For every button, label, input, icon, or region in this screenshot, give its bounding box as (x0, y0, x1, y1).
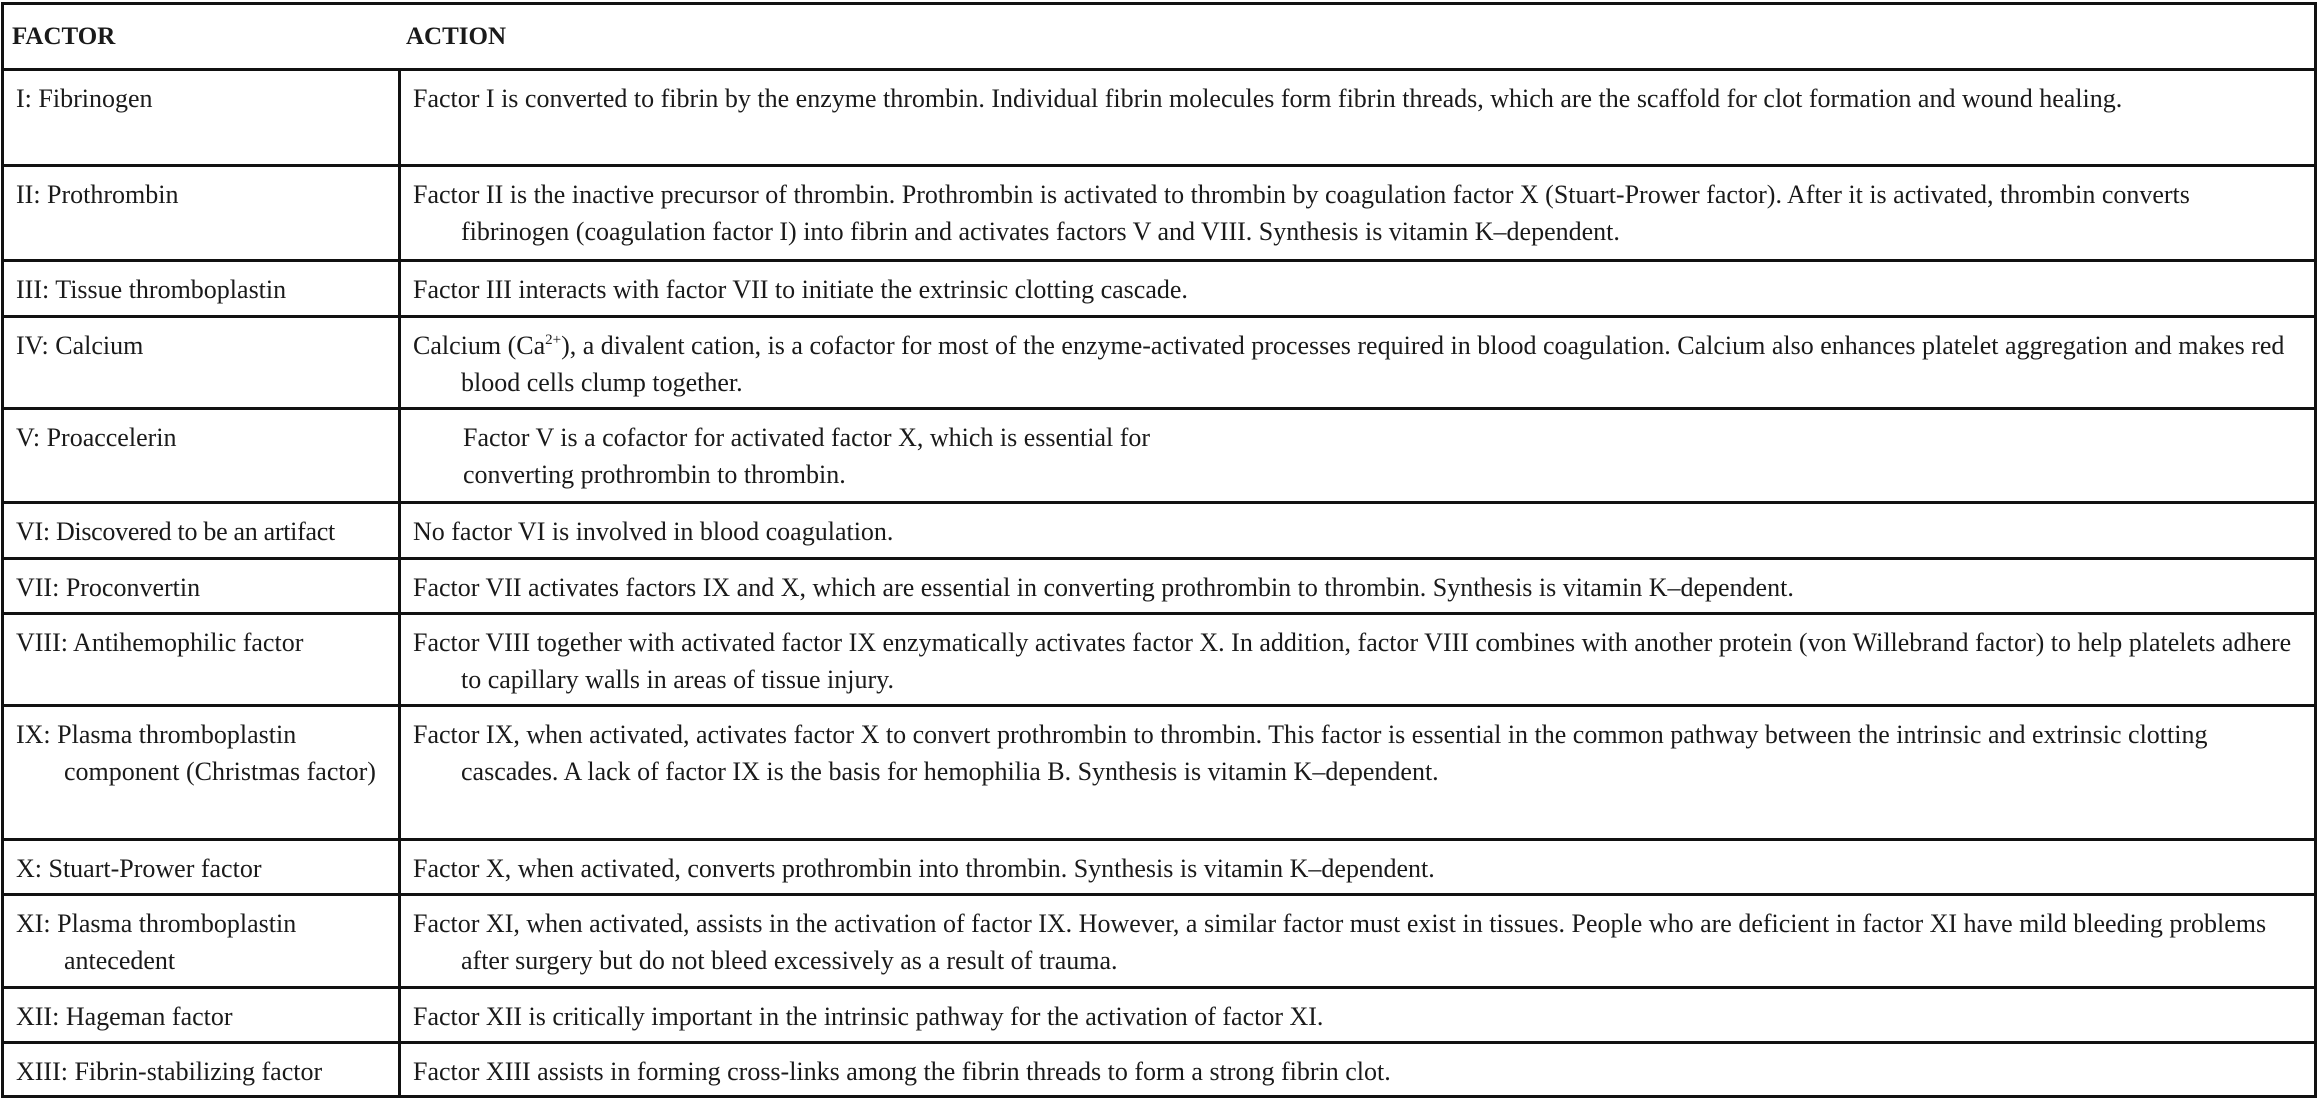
table-row (4, 501, 2314, 557)
table-row (4, 407, 2314, 501)
factor-cell: II: Prothrombin (16, 180, 179, 209)
factor-cell: XIII: Fibrin-stabilizing factor (16, 1057, 323, 1086)
table-row (4, 986, 2314, 1041)
action-text: Calcium (Ca (413, 331, 546, 360)
factor-cell: XII: Hageman factor (16, 1002, 233, 1031)
action-cell: Factor XIII assists in forming cross-links among the fibrin threads to form a strong fibrin clot. (398, 1044, 2314, 1095)
action-line: Factor V is a cofactor for activated factor X, which is essential for (463, 423, 1151, 452)
action-cell: Factor II is the inactive precursor of thrombin. Prothrombin is activated to thrombin by coagulation factor X (Stuart-Prower factor). After it is activated, thrombin converts fibrinogen (coagulation factor I) into fibrin and activates factors V and VIII. Synthesis is vitamin K–dependent. (398, 167, 2314, 259)
table-row (4, 164, 2314, 259)
table-row (4, 893, 2314, 986)
action-text: ), a divalent cation, is a cofactor for most of the enzyme-activated processes required in blood coagulation. Calcium also enhances platelet aggregation and makes red blood cells clump together. (461, 331, 2285, 397)
action-cell: Factor XII is critically important in the intrinsic pathway for the activation of factor XI. (398, 989, 2314, 1041)
action-cell: Factor VII activates factors IX and X, which are essential in converting prothrombin to thrombin. Synthesis is vitamin K–dependent. (398, 560, 2314, 612)
action-cell: Factor XI, when activated, assists in the activation of factor IX. However, a similar factor must exist in tissues. People who are deficient in factor XI have mild bleeding problems after surgery but do not bleed excessively as a result of trauma. (398, 896, 2314, 986)
factor-cell: IV: Calcium (16, 331, 144, 360)
action-cell (398, 410, 2314, 501)
table-row (4, 612, 2314, 704)
table-row (4, 557, 2314, 612)
action-cell: Factor I is converted to fibrin by the enzyme thrombin. Individual fibrin molecules form fibrin threads, which are the scaffold for clot formation and wound healing. (398, 71, 2314, 164)
action-cell: Factor VIII together with activated factor IX enzymatically activates factor X. In addition, factor VIII combines with another protein (von Willebrand factor) to help platelets adhere to capillary walls in areas of tissue injury. (398, 615, 2314, 704)
coagulation-factors-table (1, 2, 2317, 1098)
table-row (4, 838, 2314, 893)
factor-cell: VII: Proconvertin (16, 573, 201, 602)
table-header-row (4, 5, 2314, 68)
table-row (4, 1041, 2314, 1095)
superscript-charge: 2+ (545, 332, 562, 348)
action-cell: Factor X, when activated, converts prothrombin into thrombin. Synthesis is vitamin K–dependent. (398, 841, 2314, 893)
action-cell (398, 318, 2314, 407)
factor-cell: I: Fibrinogen (16, 84, 153, 113)
action-line: converting prothrombin to thrombin. (463, 460, 846, 489)
action-cell: Factor IX, when activated, activates factor X to convert prothrombin to thrombin. This factor is essential in the common pathway between the intrinsic and extrinsic clotting cascades. A lack of factor IX is the basis for hemophilia B. Synthesis is vitamin K–dependent. (398, 707, 2314, 838)
table-row (4, 68, 2314, 164)
factor-cell: III: Tissue thromboplastin (16, 275, 287, 304)
factor-cell: XI: Plasma thromboplastin antecedent (16, 909, 297, 975)
action-cell: No factor VI is involved in blood coagulation. (398, 504, 2314, 557)
factor-cell: VIII: Antihemophilic factor (16, 628, 304, 657)
column-header-action: ACTION (406, 23, 507, 50)
table-row (4, 259, 2314, 315)
factor-cell: IX: Plasma thromboplastin component (Christmas factor) (16, 720, 376, 786)
factor-cell: V: Proaccelerin (16, 423, 177, 452)
table-row (4, 315, 2314, 407)
factor-cell: VI: Discovered to be an artifact (16, 517, 335, 546)
table-row (4, 704, 2314, 838)
action-cell: Factor III interacts with factor VII to initiate the extrinsic clotting cascade. (398, 262, 2314, 315)
factor-cell: X: Stuart-Prower factor (16, 854, 262, 883)
column-header-factor: FACTOR (12, 23, 116, 50)
